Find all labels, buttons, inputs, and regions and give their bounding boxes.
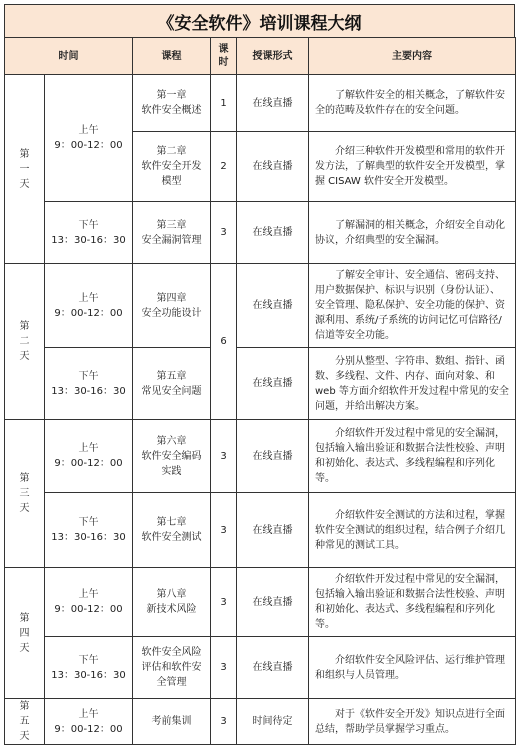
session-time: 下午 13：30-16：30 <box>45 493 133 568</box>
table-row <box>5 637 516 699</box>
course-name: 第五章 常见安全问题 <box>133 348 211 420</box>
course-hours: 3 <box>211 493 237 568</box>
session-time: 上午 9：00-12：00 <box>45 420 133 493</box>
course-content: 介绍软件开发过程中常见的安全漏洞，包括输入输出验证和数据合法性校验、声明和初始化、表达式、多线程编程和序列化等。 <box>309 420 516 493</box>
course-name: 考前集训 <box>133 699 211 745</box>
table-row <box>5 75 516 132</box>
course-content: 分别从整型、字符串、数组、指针、函数、多线程、文件、内存、面向对象、和 web 等方面介绍软件开发过程中常见的安全问题，并给出解决方案。 <box>309 348 516 420</box>
course-name: 第七章 软件安全测试 <box>133 493 211 568</box>
session-time: 上午 9：00-12：00 <box>45 699 133 745</box>
session-time: 上午 9：00-12：00 <box>45 264 133 348</box>
course-name: 第四章 安全功能设计 <box>133 264 211 348</box>
header-course: 课程 <box>133 38 211 75</box>
day-label: 第四天 <box>5 568 45 699</box>
day-label: 第五天 <box>5 699 45 745</box>
course-content: 介绍软件开发过程中常见的安全漏洞，包括输入输出验证和数据合法性校验、声明和初始化、表达式、多线程编程和序列化等。 <box>309 568 516 637</box>
teaching-format: 在线直播 <box>237 493 309 568</box>
table-row <box>5 568 516 637</box>
header-format: 授课形式 <box>237 38 309 75</box>
day-label: 第二天 <box>5 264 45 420</box>
course-hours: 1 <box>211 75 237 132</box>
table-row <box>5 493 516 568</box>
course-hours: 2 <box>211 132 237 202</box>
table-row <box>5 699 516 745</box>
course-name: 第二章 软件安全开发模型 <box>133 132 211 202</box>
day-label: 第三天 <box>5 420 45 568</box>
course-name: 第三章 安全漏洞管理 <box>133 202 211 264</box>
course-content: 介绍软件安全测试的方法和过程，掌握软件安全测试的组织过程，结合例子介绍几种常见的测试工具。 <box>309 493 516 568</box>
course-content: 了解安全审计、安全通信、密码支持、用户数据保护、标识与识别（身份认证）、安全管理、隐私保护、安全功能的保护、资源利用、系统/子系统的访问记忆可信路径/信道等安全功能。 <box>309 264 516 348</box>
table-row <box>5 420 516 493</box>
header-hours: 课时 <box>211 38 237 75</box>
course-hours: 3 <box>211 637 237 699</box>
teaching-format: 在线直播 <box>237 348 309 420</box>
day-label: 第一天 <box>5 75 45 264</box>
teaching-format: 在线直播 <box>237 264 309 348</box>
teaching-format: 在线直播 <box>237 132 309 202</box>
table-row <box>5 264 516 348</box>
session-time: 下午 13：30-16：30 <box>45 348 133 420</box>
course-content: 了解漏洞的相关概念，介绍安全自动化协议，介绍典型的安全漏洞。 <box>309 202 516 264</box>
course-name: 第八章 新技术风险 <box>133 568 211 637</box>
session-time: 上午 9：00-12：00 <box>45 75 133 202</box>
course-content: 介绍三种软件开发模型和常用的软件开发方法，了解典型的软件安全开发模型，掌握 CISAW 软件安全开发模型。 <box>309 132 516 202</box>
teaching-format: 在线直播 <box>237 75 309 132</box>
course-content: 对于《软件安全开发》知识点进行全面总结，帮助学员掌握学习重点。 <box>309 699 516 745</box>
course-name: 第六章 软件安全编码实践 <box>133 420 211 493</box>
course-name: 软件安全风险评估和软件安全管理 <box>133 637 211 699</box>
teaching-format: 在线直播 <box>237 202 309 264</box>
course-hours: 3 <box>211 420 237 493</box>
session-time: 下午 13：30-16：30 <box>45 202 133 264</box>
course-name: 第一章 软件安全概述 <box>133 75 211 132</box>
course-content: 了解软件安全的相关概念，了解软件安全的范畴及软件存在的安全问题。 <box>309 75 516 132</box>
course-content: 介绍软件安全风险评估、运行维护管理和组织与人员管理。 <box>309 637 516 699</box>
header-row <box>5 38 516 75</box>
teaching-format: 在线直播 <box>237 420 309 493</box>
header-content: 主要内容 <box>309 38 516 75</box>
syllabus-table <box>4 37 516 745</box>
teaching-format: 时间待定 <box>237 699 309 745</box>
header-time: 时间 <box>5 38 133 75</box>
course-hours: 3 <box>211 568 237 637</box>
course-hours: 3 <box>211 699 237 745</box>
session-time: 下午 13：30-16：30 <box>45 637 133 699</box>
teaching-format: 在线直播 <box>237 637 309 699</box>
course-hours: 6 <box>211 264 237 420</box>
page-title: 《安全软件》培训课程大纲 <box>4 4 515 38</box>
table-row <box>5 202 516 264</box>
course-hours: 3 <box>211 202 237 264</box>
teaching-format: 在线直播 <box>237 568 309 637</box>
session-time: 上午 9：00-12：00 <box>45 568 133 637</box>
table-row <box>5 348 516 420</box>
